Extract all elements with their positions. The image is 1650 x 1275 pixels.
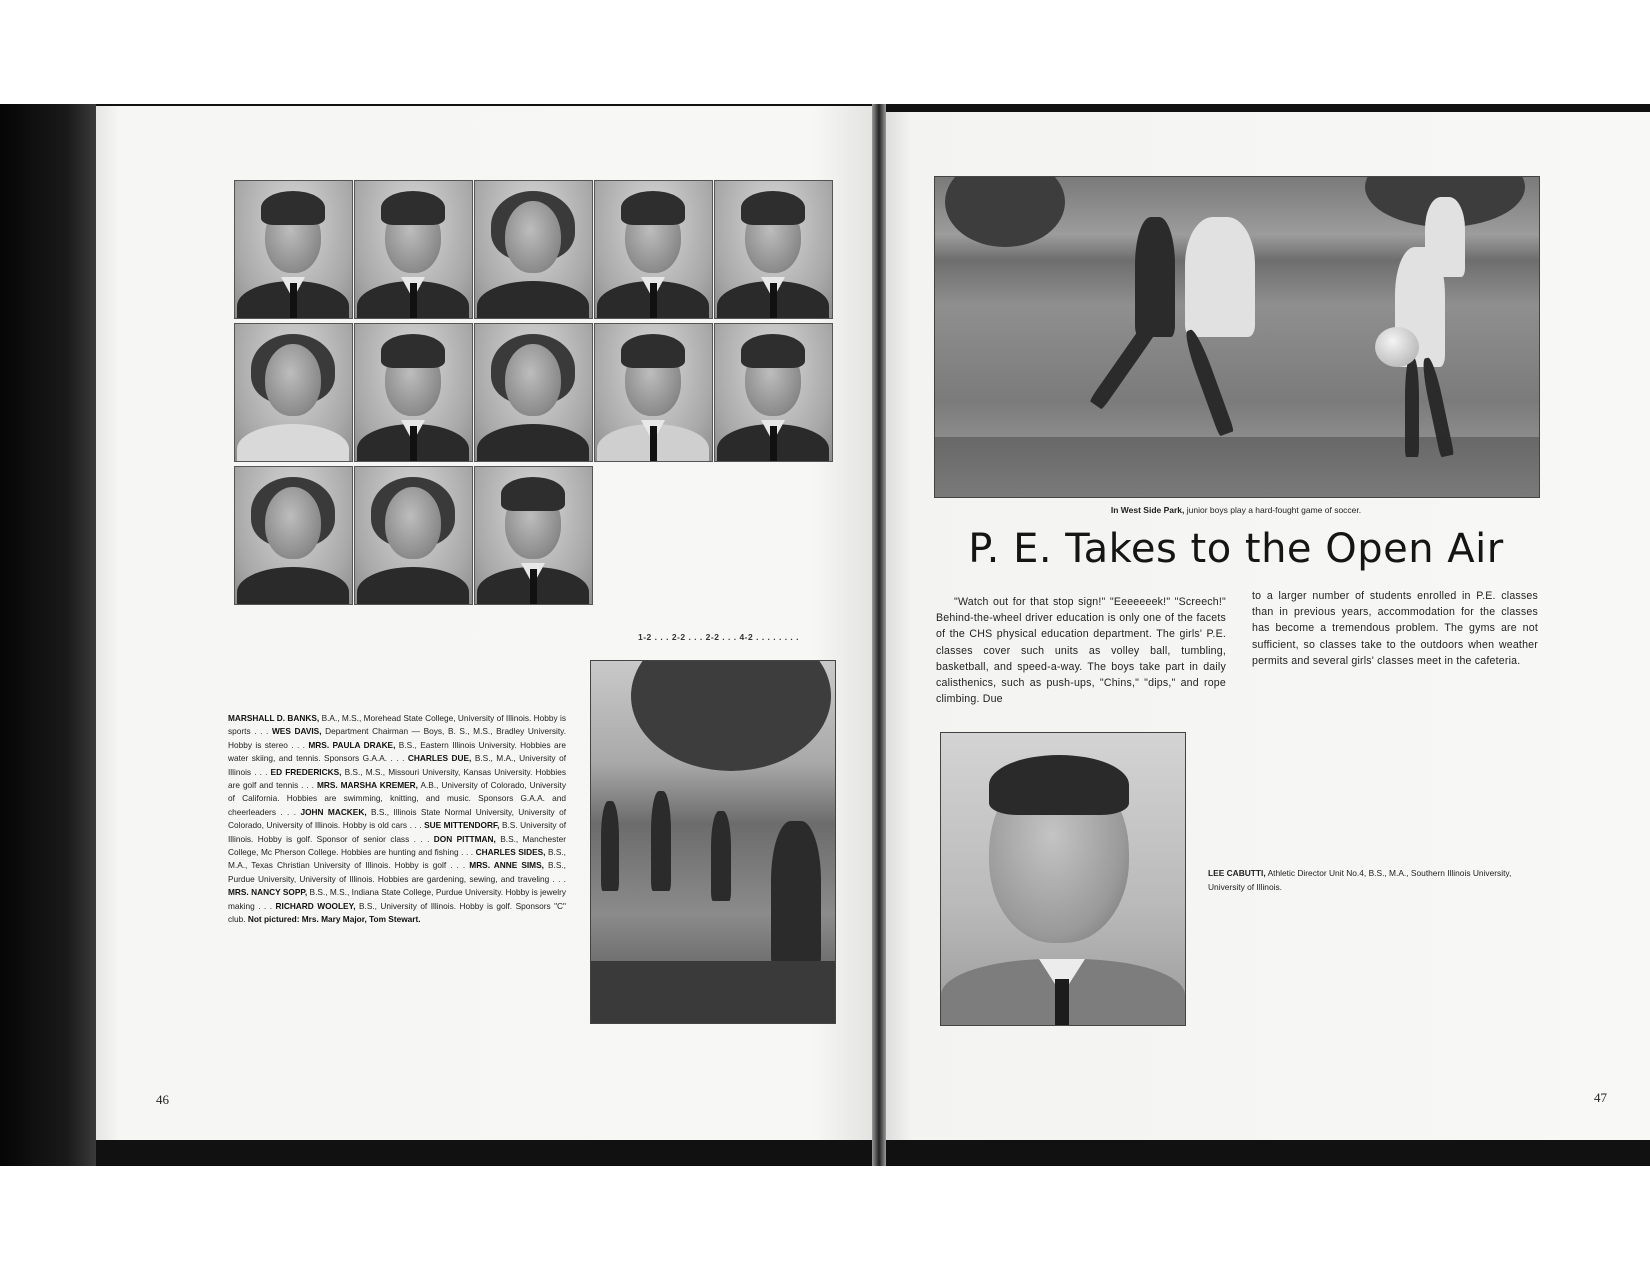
faculty-portrait — [594, 180, 713, 319]
soccer-photo-caption — [934, 505, 1538, 515]
faculty-portrait — [234, 180, 353, 319]
faculty-portrait — [714, 180, 833, 319]
faculty-portrait — [234, 466, 353, 605]
faculty-name: SUE MITTENDORF, — [424, 820, 500, 831]
faculty-name: JOHN MACKEK, — [300, 806, 367, 817]
faculty-portrait — [354, 323, 473, 462]
caption-rest: junior boys play a hard-fought game of soccer. — [1184, 505, 1362, 515]
page-number-left: 46 — [156, 1092, 169, 1107]
faculty-details: B.S., M.S., Indiana State College, Purdue University. Hobby is jewelry making . . . — [228, 887, 566, 911]
faculty-portrait — [474, 466, 593, 605]
faculty-portrait-grid — [234, 180, 840, 610]
faculty-name: MRS. MARSHA KREMER, — [316, 780, 418, 791]
countdown-caption: 1-2 . . . 2-2 . . . 2-2 . . . 4-2 . . . . . . . . — [638, 632, 800, 642]
faculty-name: MRS. PAULA DRAKE, — [308, 739, 396, 750]
faculty-portrait — [714, 323, 833, 462]
book-edge-shadow — [0, 104, 96, 1166]
faculty-details: B.S., Eastern Illinois University. Hobbies are water skiing, and tennis. Sponsors G.A.A. . . . — [228, 739, 567, 764]
faculty-details: B.S., M.A., Texas Christian University of Illinois. Hobby is golf . . . — [228, 847, 566, 871]
faculty-portrait — [474, 323, 593, 462]
faculty-name: MRS. NANCY SOPP, — [228, 887, 308, 898]
page-headline: P. E. Takes to the Open Air — [968, 526, 1504, 572]
cabutti-details: Athletic Director Unit No.4, B.S., M.A., Southern Illinois University, University of Illinois. — [1208, 868, 1512, 892]
faculty-name: MARSHALL D. BANKS, — [228, 713, 320, 723]
faculty-details: B.S., M.S., Missouri University, Kansas University. Hobbies are golf and tennis . . . — [228, 766, 566, 791]
book-gutter — [872, 104, 886, 1166]
faculty-details: B.A., M.S., Morehead State College, University of Illinois. Hobby is sports . . . — [228, 713, 566, 737]
faculty-details: B.S., Manchester College, Mc Pherson College. Hobbies are hunting and fishing . . . — [228, 833, 566, 858]
faculty-name: ED FREDERICKS, — [270, 766, 342, 777]
page-number-right: 47 — [1594, 1090, 1607, 1105]
faculty-details: Department Chairman — Boys, B. S., M.S., Bradley University. Hobby is stereo . . . — [228, 726, 566, 750]
faculty-details: B.S., M.A., University of Illinois . . . — [228, 753, 566, 777]
faculty-portrait — [354, 466, 473, 605]
faculty-portrait — [594, 323, 713, 462]
faculty-details: B.S., Purdue University, University of Illinois. Hobbies are gardening, sewing, and traveling . . . — [228, 860, 566, 884]
faculty-portrait — [474, 180, 593, 319]
not-pictured-note: Not pictured: Mrs. Mary Major, Tom Stewart. — [247, 914, 421, 925]
faculty-details: B.S., University of Illinois. Hobby is golf. Sponsors "C" club. — [228, 900, 566, 925]
faculty-name: MRS. ANNE SIMS, — [469, 860, 544, 871]
faculty-details: A.B., University of Colorado, University of California. Hobbies are swimming, knitting, and music. Sponsors G.A.A. and cheerleaders . . . — [228, 780, 566, 817]
faculty-name: CHARLES DUE, — [407, 753, 472, 764]
lee-cabutti-portrait — [940, 732, 1186, 1026]
faculty-name: DON PITTMAN, — [433, 833, 496, 844]
faculty-portrait — [354, 180, 473, 319]
faculty-details: B.S., Illinois State Normal University, University of Colorado, University of Illinois. Hobby is old cars . . . — [228, 806, 566, 831]
faculty-name: WES DAVIS, — [271, 726, 322, 737]
faculty-caption — [228, 712, 566, 927]
girls-calisthenics-photo — [590, 660, 836, 1024]
cabutti-caption — [1208, 866, 1548, 894]
article-column-1: "Watch out for that stop sign!" "Eeeeeeek!" "Screech!" Behind-the-wheel driver education is only one of the facets of the CHS physical education department. The girls' P.E. classes cover such units as volley ball, tumbling, basketball, and speed-a-way. The boys take part in daily calisthenics, such as push-ups, "Chins," "dips," and rope climbing. Due — [936, 596, 1226, 706]
faculty-name: RICHARD WOOLEY, — [275, 900, 356, 911]
article-column-2: to a larger number of students enrolled in P.E. classes than in previous years, accommodation for the classes has become a tremendous problem. The gyms are not sufficient, so classes take to the outdoors when weather permits and several girls' classes meet in the cafeteria. — [1252, 590, 1538, 667]
soccer-game-photo — [934, 176, 1540, 498]
faculty-name: CHARLES SIDES, — [475, 847, 546, 858]
faculty-details: B.S. University of Illinois. Hobby is golf. Sponsor of senior class . . . — [228, 820, 567, 844]
caption-lead: In West Side Park, — [1110, 505, 1185, 515]
cabutti-name: LEE CABUTTI, — [1208, 868, 1266, 878]
faculty-portrait — [234, 323, 353, 462]
